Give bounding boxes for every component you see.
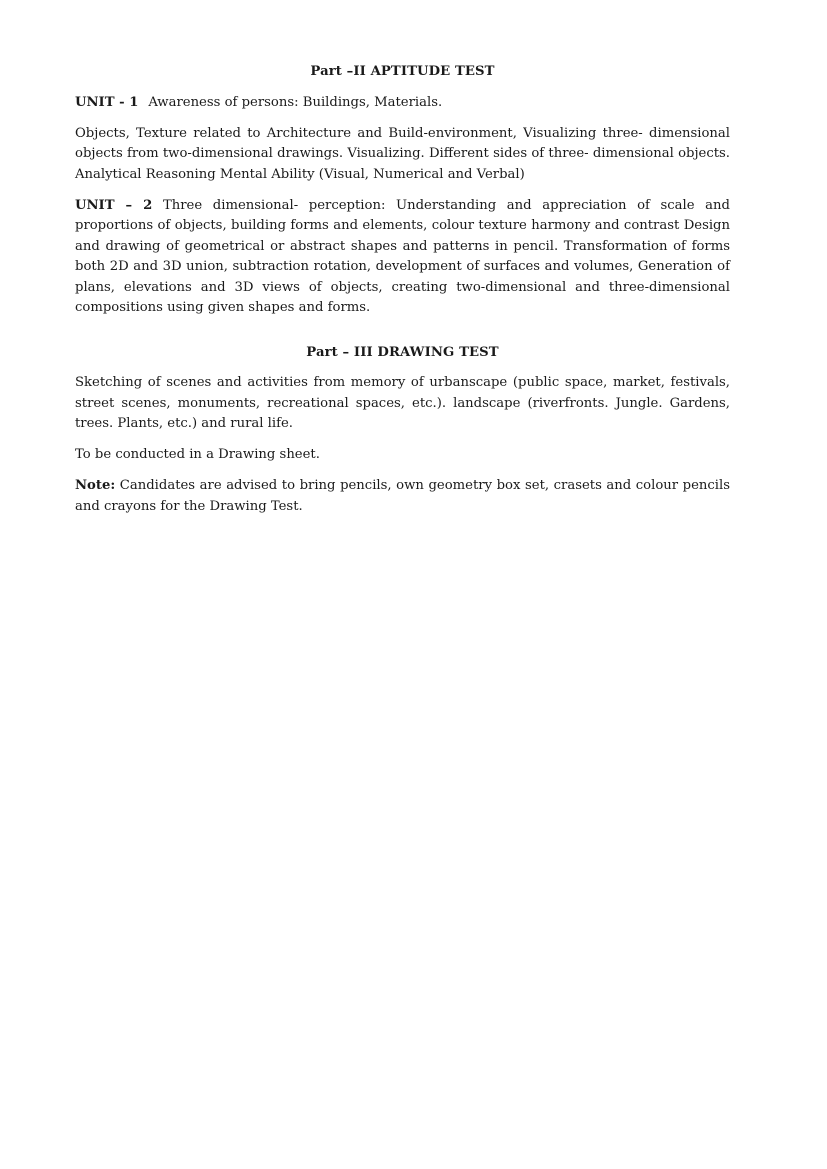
objects-paragraph: Objects, Texture related to Architecture and Build-environment, Visualizing three- dimensional objects from two-dimensional drawings. Visualizing. Different sides of three- dimensional objects. Analytical Reasoning Mental Ability (Visual, Numerical and Verbal) — [75, 125, 730, 182]
note-label: Note: — [75, 478, 116, 493]
part3-heading: Part – III DRAWING TEST — [306, 344, 499, 360]
note-paragraph — [75, 476, 730, 517]
unit1-paragraph — [75, 93, 730, 114]
part2-heading: Part –II APTITUDE TEST — [310, 64, 495, 79]
sketching-paragraph: Sketching of scenes and activities from memory of urbanscape (public space, market, festivals, street scenes, monuments, recreational spaces, etc.). landscape (riverfronts. Jungle. Gardens, trees. Plants, etc.) and rural life. — [75, 375, 730, 431]
unit2-paragraph — [75, 196, 730, 319]
document-page — [75, 56, 730, 528]
conducted-paragraph: To be conducted in a Drawing sheet. — [75, 447, 320, 462]
unit1-text: Awareness of persons: Buildings, Materials. — [148, 94, 443, 110]
unit2-label: UNIT – 2 — [75, 197, 153, 213]
unit2-text: Three dimensional- perception: Understanding and appreciation of scale and proportions of objects, building forms and elements, colour texture harmony and contrast Design and drawing of geometrical or abstract shapes and patterns in pencil. Transformation of forms both 2D and 3D union, subtraction rotation, development of surfaces and volumes, Generation of plans, elevations and 3D views of objects, creating two-dimensional and three-dimensional compositions using given shapes and forms. — [75, 197, 730, 315]
unit1-label: UNIT - 1 — [75, 94, 139, 110]
note-text: Candidates are advised to bring pencils, own geometry box set, crasets and colour pencils and crayons for the Drawing Test. — [75, 478, 730, 514]
